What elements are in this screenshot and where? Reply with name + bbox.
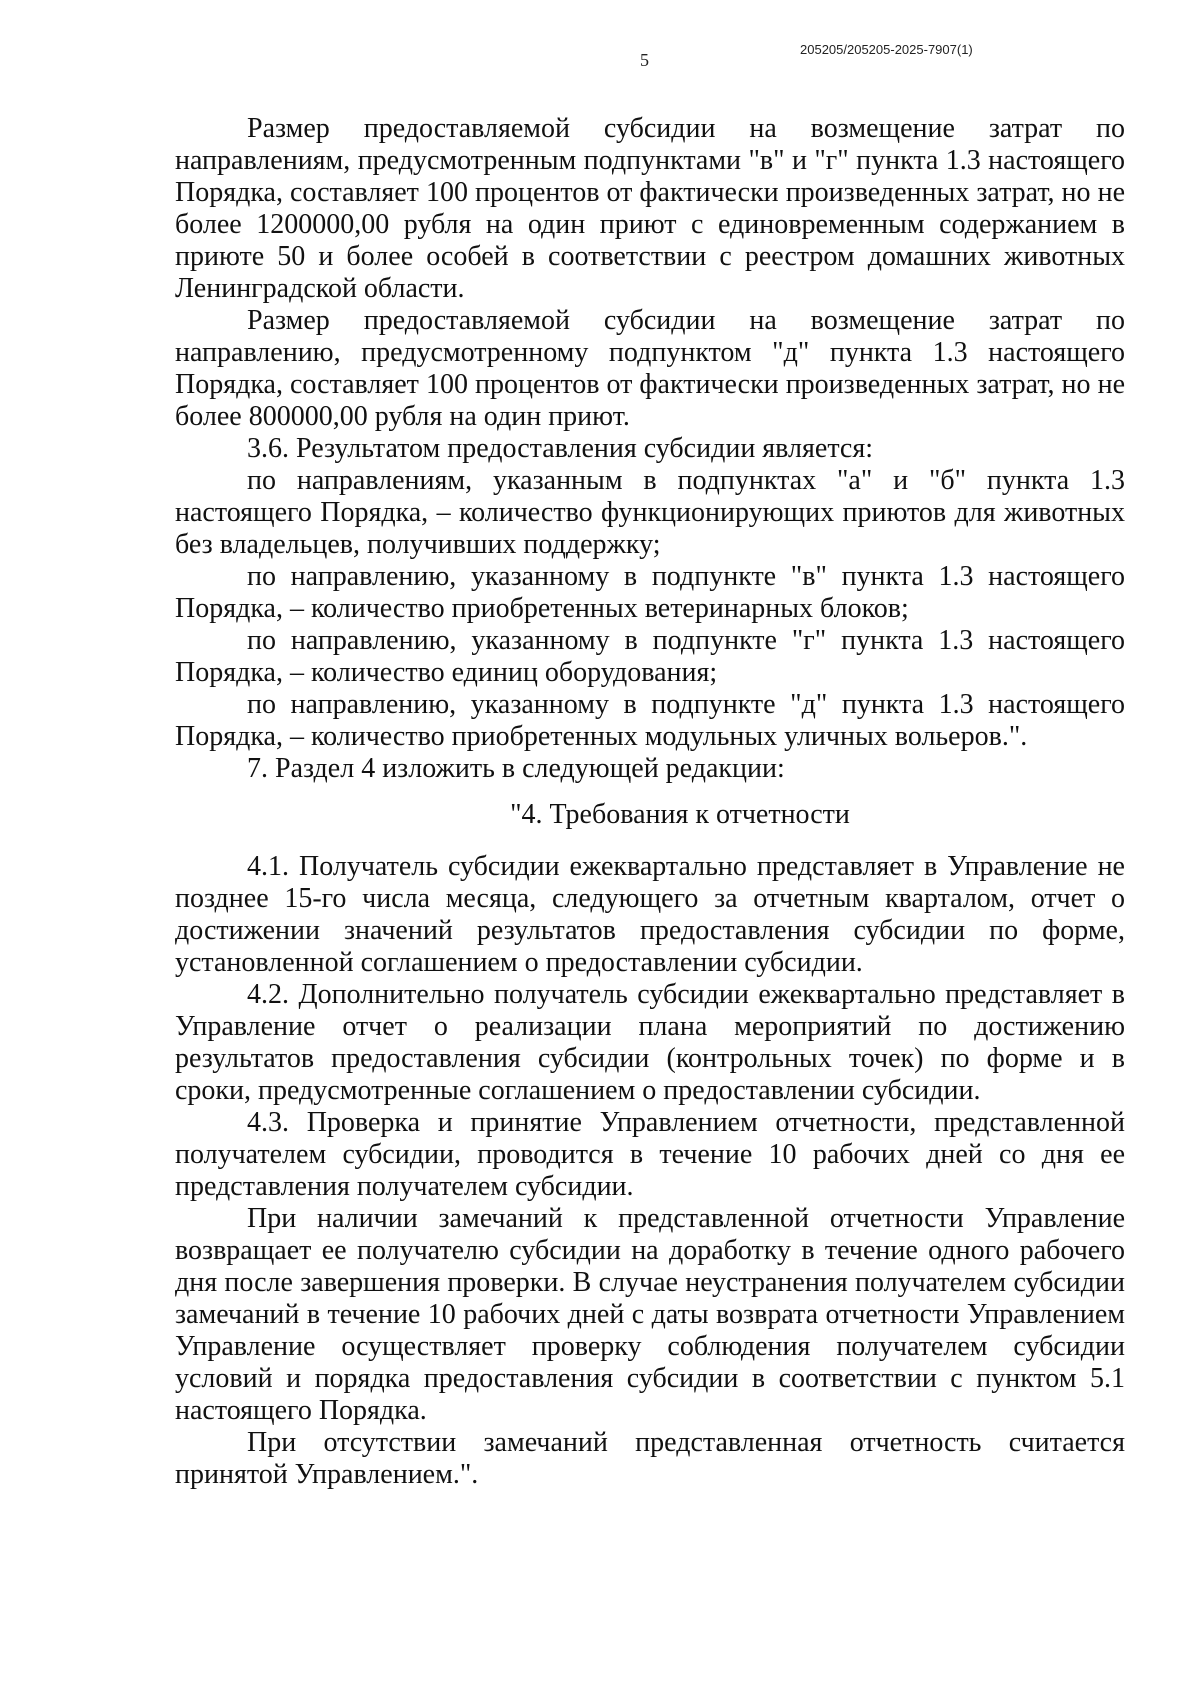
paragraph: Размер предоставляемой субсидии на возмещение затрат по направлениям, предусмотренным подпунктами "в" и "г" пункта 1.3 настоящего Порядка, составляет 100 процентов от фактически произведенных затрат, но не более 1200000,00 рубля на один приют с единовременным содержанием в приюте 50 и более особей в соответствии с реестром домашних животных Ленинградской области. (175, 113, 1125, 304)
paragraph: Размер предоставляемой субсидии на возмещение затрат по направлению, предусмотренному подпунктом "д" пункта 1.3 настоящего Порядка, составляет 100 процентов от фактически произведенных затрат, но не более 800000,00 рубля на один приют. (175, 305, 1125, 432)
paragraph: по направлениям, указанным в подпунктах "а" и "б" пункта 1.3 настоящего Порядка, – количество функционирующих приютов для животных без владельцев, получивших поддержку; (175, 465, 1125, 560)
paragraph: по направлению, указанному в подпункте "г" пункта 1.3 настоящего Порядка, – количество единиц оборудования; (175, 625, 1125, 688)
paragraph: 4.3. Проверка и принятие Управлением отчетности, представленной получателем субсидии, проводится в течение 10 рабочих дней со дня ее представления получателем субсидии. (175, 1107, 1125, 1202)
paragraph: 4.2. Дополнительно получатель субсидии ежеквартально представляет в Управление отчет о реализации плана мероприятий по достижению результатов предоставления субсидии (контрольных точек) по форме и в сроки, предусмотренные соглашением о предоставлении субсидии. (175, 979, 1125, 1106)
paragraph: по направлению, указанному в подпункте "д" пункта 1.3 настоящего Порядка, – количество приобретенных модульных уличных вольеров.". (175, 689, 1125, 752)
document-id: 205205/205205-2025-7907(1) (800, 42, 973, 57)
page-number: 5 (640, 50, 649, 70)
paragraph: по направлению, указанному в подпункте "в" пункта 1.3 настоящего Порядка, – количество приобретенных ветеринарных блоков; (175, 561, 1125, 624)
section-heading: "4. Требования к отчетности (510, 799, 850, 830)
paragraph: 7. Раздел 4 изложить в следующей редакции: (247, 753, 785, 784)
paragraph: 3.6. Результатом предоставления субсидии является: (247, 433, 873, 464)
paragraph: При отсутствии замечаний представленная отчетность считается принятой Управлением.". (175, 1427, 1125, 1490)
paragraph: 4.1. Получатель субсидии ежеквартально представляет в Управление не позднее 15-го числа месяца, следующего за отчетным кварталом, отчет о достижении значений результатов предоставления субсидии по форме, установленной соглашением о предоставлении субсидии. (175, 851, 1125, 978)
document-body (175, 113, 1125, 1491)
paragraph: При наличии замечаний к представленной отчетности Управление возвращает ее получателю субсидии на доработку в течение одного рабочего дня после завершения проверки. В случае неустранения получателем субсидии замечаний в течение 10 рабочих дней с даты возврата отчетности Управлением Управление осуществляет проверку соблюдения получателем субсидии условий и порядка предоставления субсидии в соответствии с пунктом 5.1 настоящего Порядка. (175, 1203, 1125, 1426)
